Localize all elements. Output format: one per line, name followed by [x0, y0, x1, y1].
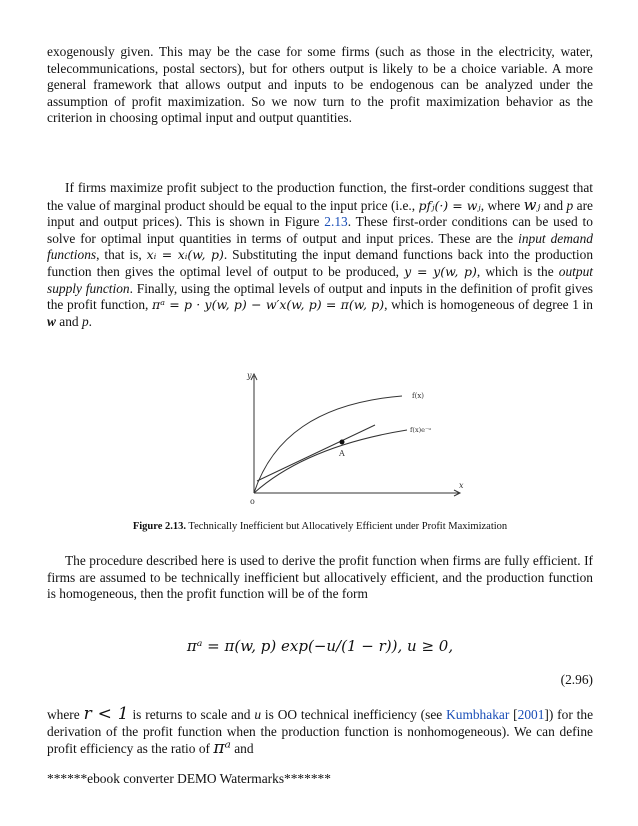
text: is returns to scale and [128, 707, 255, 722]
text: . Finally, using the optimal levels of output and inputs in the definition of profit gives the profit function, [47, 280, 593, 313]
text: and [230, 741, 254, 757]
text: ]) for the derivation of the profit function when the production function is nonhomogeneous). We can define profit efficiency as the ratio of [47, 707, 594, 757]
text: [ [509, 707, 518, 722]
text: are input and output prices). This is shown in Figure [47, 197, 593, 230]
text: , where [480, 197, 524, 213]
text: output supply function [47, 263, 593, 296]
point-a-label: A [339, 449, 345, 458]
equation-2-96: πᵃ = π(w, p) exp(−u/(1 − r)), u ≥ 0, [186, 637, 454, 655]
equation-number: (2.96) [560, 672, 593, 687]
math-inline: wⱼ [523, 195, 541, 214]
x-axis-label: x [459, 481, 464, 490]
text: , that is, [96, 247, 147, 263]
text: input demand functions [47, 230, 593, 263]
math-inline: y = y(w, p) [404, 263, 477, 279]
text: p [566, 197, 574, 213]
math-inline: r < 1 [83, 704, 129, 724]
text: . These first-order conditions can be used to solve for optimal input quantities in terms of output and input prices. These are the [47, 214, 593, 246]
curve-f [254, 396, 402, 493]
text: . [88, 313, 93, 329]
text: . Substituting the input demand functions back into the production function then gives the optimal level of output to be produced, [47, 247, 594, 279]
paragraph-2 [47, 180, 593, 330]
text: w [47, 313, 56, 329]
caption-label: Figure 2.13. [132, 521, 186, 532]
text: p [81, 313, 89, 329]
text: and [540, 197, 567, 213]
paragraph-4 [47, 706, 593, 758]
citation-link[interactable]: Kumbhakar [446, 707, 510, 722]
figure-2-13 [227, 368, 467, 513]
point-a [340, 440, 345, 445]
math-inline: πᵃ [213, 738, 231, 759]
text: If firms maximize profit subject to the production function, the first-order conditions suggest that the value of marginal product should be equal to the input price (i.e., [47, 180, 593, 213]
origin-label: o [250, 497, 255, 506]
curve-f-inefficient-label: f(x)e⁻ᵘ [410, 426, 432, 434]
paragraph-1: exogenously given. This may be the case for some firms (such as those in the electricity, water, telecommunications, postal sectors), but for others output is likely to be a choice variable. A more general framework that allows output and inputs to be endogenous can be analyzed under the assumption of profit maximization. So we now turn to the profit maximization behavior as the criterion in choosing optimal input and output quantities. [47, 44, 593, 126]
text: , which is homogeneous of degree 1 in [384, 297, 594, 313]
citation-year-link[interactable]: 2001 [517, 707, 545, 722]
math-inline: pfⱼ(·) = wⱼ [418, 197, 481, 213]
caption-text: Technically Inefficient but Allocatively Efficient under Profit Maximization [186, 521, 508, 532]
text: , which is the [476, 263, 559, 279]
y-axis-label: y [247, 371, 252, 380]
figure-caption [47, 519, 593, 536]
math-inline: xᵢ = xᵢ(w, p) [146, 247, 224, 263]
text: u [254, 707, 262, 722]
text: and [55, 313, 82, 329]
paragraph-3: The procedure described here is used to derive the profit function when firms are fully efficient. If firms are assumed to be technically inefficient but allocatively efficient, and the production function is homogeneous, then the profit function will be of the form [47, 553, 593, 602]
curve-f-label: f(x) [412, 392, 425, 400]
math-inline: πᵃ = p · y(w, p) − w′x(w, p) = π(w, p) [152, 297, 385, 313]
figure-link[interactable]: 2.13 [324, 214, 348, 230]
watermark: ******ebook converter DEMO Watermarks******* [47, 771, 331, 786]
page [47, 0, 593, 826]
curve-f-inefficient [254, 430, 407, 493]
text: is OO technical inefficiency (see [261, 707, 447, 722]
text: where [47, 707, 84, 722]
